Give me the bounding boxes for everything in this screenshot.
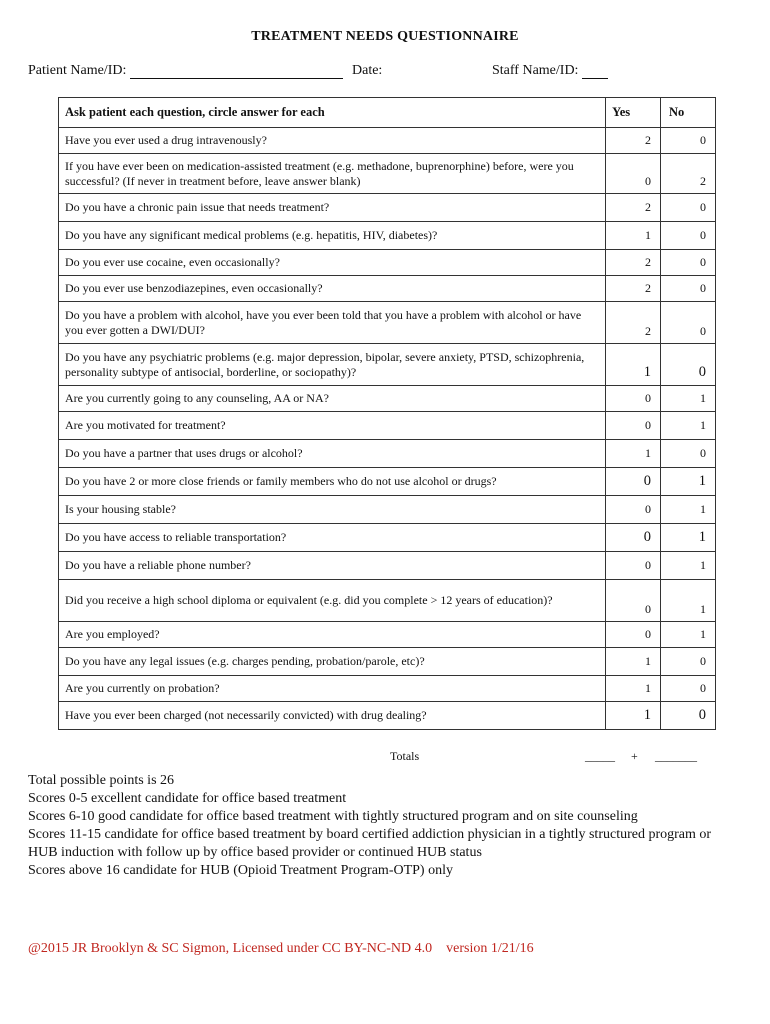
date-label: Date: — [352, 63, 383, 78]
no-score[interactable]: 0 — [661, 344, 716, 386]
page-title: TREATMENT NEEDS QUESTIONNAIRE — [251, 29, 519, 44]
staff-blank[interactable] — [582, 64, 608, 79]
yes-score[interactable]: 0 — [606, 622, 661, 648]
no-score[interactable]: 0 — [661, 128, 716, 154]
totals-no-blank[interactable]: _______ — [655, 749, 697, 763]
question-text: Are you currently going to any counseling, AA or NA? — [59, 386, 606, 412]
no-score[interactable]: 2 — [661, 154, 716, 194]
note-total: Total possible points is 26 — [28, 773, 175, 788]
table-row — [59, 622, 716, 648]
yes-score[interactable]: 2 — [606, 302, 661, 344]
no-score[interactable]: 1 — [661, 552, 716, 580]
yes-score[interactable]: 2 — [606, 128, 661, 154]
no-score[interactable]: 0 — [661, 194, 716, 222]
no-score[interactable]: 1 — [661, 386, 716, 412]
table-row — [59, 524, 716, 552]
yes-score[interactable]: 0 — [606, 496, 661, 524]
question-text: Do you ever use benzodiazepines, even occasionally? — [59, 276, 606, 302]
question-text: Did you receive a high school diploma or equivalent (e.g. did you complete > 12 years of education)? — [59, 580, 606, 622]
question-text: Are you currently on probation? — [59, 676, 606, 702]
no-score[interactable]: 0 — [661, 702, 716, 730]
table-row — [59, 468, 716, 496]
no-score[interactable]: 1 — [661, 580, 716, 622]
table-row — [59, 194, 716, 222]
yes-score[interactable]: 2 — [606, 276, 661, 302]
yes-score[interactable]: 2 — [606, 194, 661, 222]
no-score[interactable]: 1 — [661, 412, 716, 440]
table-row — [59, 702, 716, 730]
no-score[interactable]: 1 — [661, 622, 716, 648]
table-row — [59, 128, 716, 154]
question-text: If you have ever been on medication-assisted treatment (e.g. methadone, buprenorphine) before, were you successful? (If never in treatment before, leave answer blank) — [59, 154, 606, 194]
date-field[interactable] — [352, 63, 382, 79]
question-text: Do you have access to reliable transportation? — [59, 524, 606, 552]
yes-score[interactable]: 0 — [606, 412, 661, 440]
table-row — [59, 648, 716, 676]
question-text: Do you have any significant medical problems (e.g. hepatitis, HIV, diabetes)? — [59, 222, 606, 250]
patient-label: Patient Name/ID: — [28, 63, 127, 78]
table-row — [59, 676, 716, 702]
note-above-16: Scores above 16 candidate for HUB (Opioid Treatment Program-OTP) only — [28, 863, 453, 878]
table-row — [59, 386, 716, 412]
no-score[interactable]: 0 — [661, 648, 716, 676]
yes-score[interactable]: 1 — [606, 648, 661, 676]
no-score[interactable]: 0 — [661, 302, 716, 344]
note-0-5: Scores 0-5 excellent candidate for office based treatment — [28, 791, 347, 806]
table-row — [59, 154, 716, 194]
question-header: Ask patient each question, circle answer for each — [59, 98, 606, 128]
question-text: Do you have a partner that uses drugs or alcohol? — [59, 440, 606, 468]
question-text: Are you employed? — [59, 622, 606, 648]
totals-plus: + — [631, 749, 638, 763]
table-row — [59, 496, 716, 524]
yes-score[interactable]: 0 — [606, 154, 661, 194]
questionnaire-table — [58, 97, 716, 730]
yes-score[interactable]: 1 — [606, 440, 661, 468]
no-score[interactable]: 0 — [661, 250, 716, 276]
note-11-15: Scores 11-15 candidate for office based treatment by board certified addiction physician in a tightly structured program or HUB induction with follow up by office based provider or continued HUB status — [28, 827, 712, 860]
question-text: Do you have any psychiatric problems (e.g. major depression, bipolar, severe anxiety, PTSD, schizophrenia, personality subtype of antisocial, borderline, or sociopathy)? — [59, 344, 606, 386]
no-score[interactable]: 0 — [661, 676, 716, 702]
question-text: Have you ever been charged (not necessarily convicted) with drug dealing? — [59, 702, 606, 730]
yes-score[interactable]: 0 — [606, 386, 661, 412]
table-header-row — [59, 98, 716, 128]
question-text: Is your housing stable? — [59, 496, 606, 524]
yes-score[interactable]: 0 — [606, 524, 661, 552]
scoring-notes — [28, 772, 728, 880]
yes-score[interactable]: 0 — [606, 468, 661, 496]
table-row — [59, 440, 716, 468]
question-text: Do you have 2 or more close friends or family members who do not use alcohol or drugs? — [59, 468, 606, 496]
yes-score[interactable]: 1 — [606, 344, 661, 386]
question-text: Have you ever used a drug intravenously? — [59, 128, 606, 154]
question-text: Are you motivated for treatment? — [59, 412, 606, 440]
yes-score[interactable]: 1 — [606, 702, 661, 730]
table-row — [59, 580, 716, 622]
totals-label: Totals — [390, 749, 420, 763]
no-score[interactable]: 1 — [661, 496, 716, 524]
no-score[interactable]: 0 — [661, 440, 716, 468]
table-row — [59, 222, 716, 250]
yes-score[interactable]: 0 — [606, 552, 661, 580]
question-text: Do you ever use cocaine, even occasionally? — [59, 250, 606, 276]
yes-score[interactable]: 0 — [606, 580, 661, 622]
table-row — [59, 250, 716, 276]
table-row — [59, 412, 716, 440]
no-score[interactable]: 1 — [661, 524, 716, 552]
no-score[interactable]: 1 — [661, 468, 716, 496]
question-text: Do you have any legal issues (e.g. charges pending, probation/parole, etc)? — [59, 648, 606, 676]
question-text: Do you have a problem with alcohol, have you ever been told that you have a problem with alcohol or have you ever gotten a DWI/DUI? — [59, 302, 606, 344]
table-row — [59, 552, 716, 580]
totals-yes-blank[interactable]: _____ — [585, 749, 615, 763]
copyright-footer: @2015 JR Brooklyn & SC Sigmon, Licensed under CC BY-NC-ND 4.0 version 1/21/16 — [28, 941, 534, 956]
question-text: Do you have a reliable phone number? — [59, 552, 606, 580]
table-row — [59, 344, 716, 386]
yes-score[interactable]: 2 — [606, 250, 661, 276]
staff-label: Staff Name/ID: — [492, 63, 579, 78]
yes-score[interactable]: 1 — [606, 222, 661, 250]
no-score[interactable]: 0 — [661, 222, 716, 250]
note-6-10: Scores 6-10 good candidate for office based treatment with tightly structured program and on site counseling — [28, 809, 638, 824]
patient-blank[interactable] — [130, 64, 343, 79]
question-text: Do you have a chronic pain issue that needs treatment? — [59, 194, 606, 222]
patient-field[interactable] — [28, 63, 343, 79]
no-header: No — [661, 98, 716, 128]
staff-field[interactable] — [492, 63, 608, 79]
no-score[interactable]: 0 — [661, 276, 716, 302]
table-row — [59, 276, 716, 302]
yes-header: Yes — [606, 98, 661, 128]
yes-score[interactable]: 1 — [606, 676, 661, 702]
table-row — [59, 302, 716, 344]
